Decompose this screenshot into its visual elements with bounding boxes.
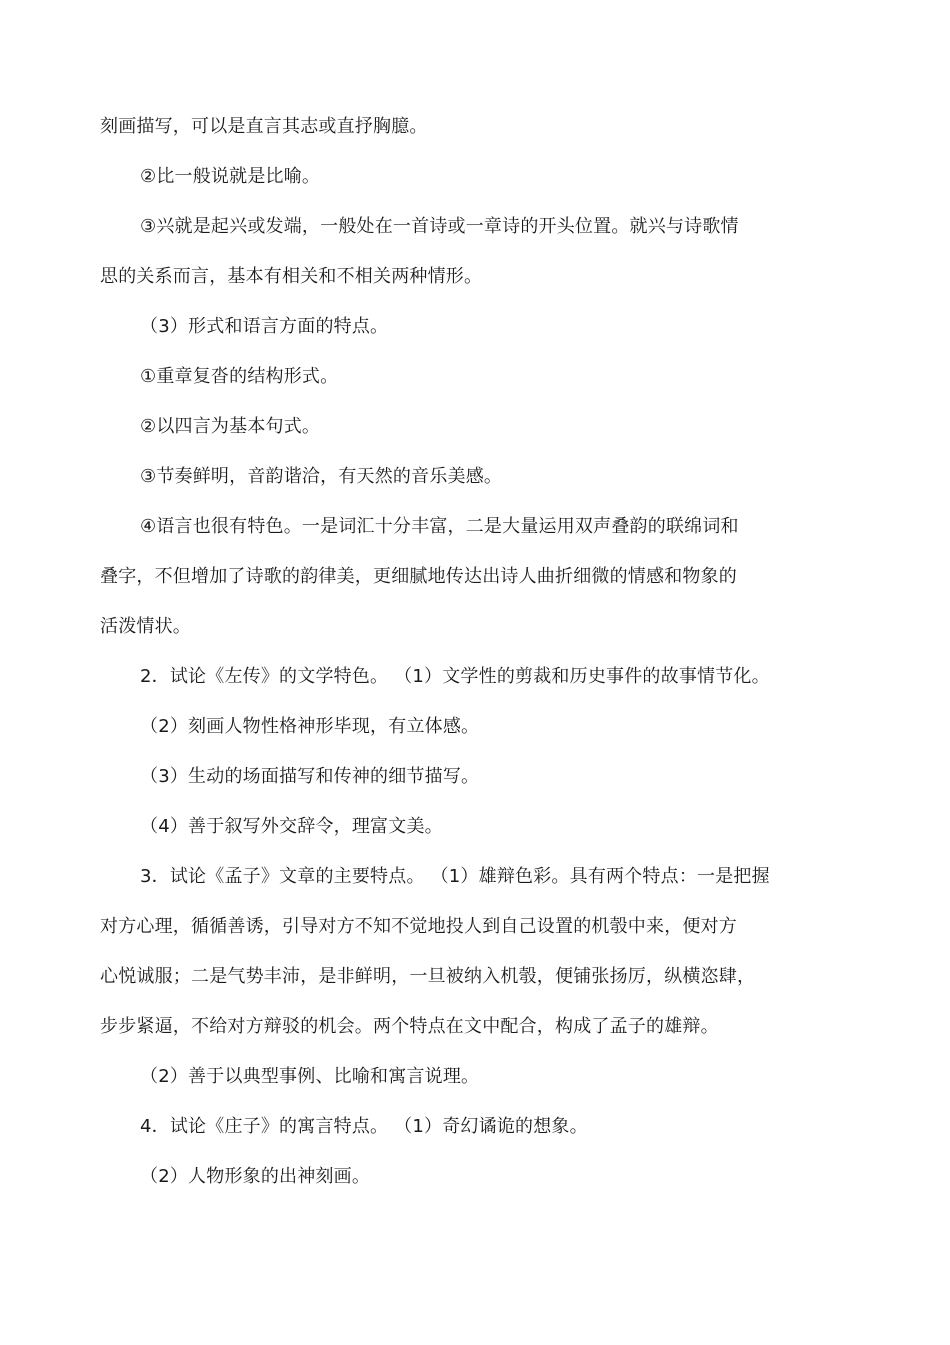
text-line-9: ④语言也很有特色。一是词汇十分丰富，二是大量运用双声叠韵的联绵词和 <box>140 516 739 537</box>
text-line-4: 思的关系而言，基本有相关和不相关两种情形。 <box>100 266 483 287</box>
text-line-16: 3．试论《孟子》文章的主要特点。 （1）雄辩色彩。具有两个特点：一是把握 <box>140 866 770 887</box>
text-line-14: （3）生动的场面描写和传神的细节描写。 <box>140 766 480 787</box>
text-line-2: ②比一般说就是比喻。 <box>140 166 321 187</box>
text-line-17: 对方心理，循循善诱，引导对方不知不觉地投人到自己设置的机彀中来，便对方 <box>100 916 737 937</box>
text-line-20: （2）善于以典型事例、比喻和寓言说理。 <box>140 1066 480 1087</box>
text-line-21: 4．试论《庄子》的寓言特点。 （1）奇幻谲诡的想象。 <box>140 1116 588 1137</box>
text-line-19: 步步紧逼，不给对方辩驳的机会。两个特点在文中配合，构成了孟子的雄辩。 <box>100 1016 719 1037</box>
text-line-22: （2）人物形象的出神刻画。 <box>140 1166 371 1187</box>
text-line-11: 活泼情状。 <box>100 616 191 637</box>
text-line-15: （4）善于叙写外交辞令，理富文美。 <box>140 816 443 837</box>
text-line-3: ③兴就是起兴或发端，一般处在一首诗或一章诗的开头位置。就兴与诗歌情 <box>140 216 739 237</box>
text-line-12: 2．试论《左传》的文学特色。 （1）文学性的剪裁和历史事件的故事情节化。 <box>140 666 770 687</box>
text-line-6: ①重章复沓的结构形式。 <box>140 366 339 387</box>
text-line-1: 刻画描写，可以是直言其志或直抒胸臆。 <box>100 116 428 137</box>
text-line-7: ②以四言为基本句式。 <box>140 416 321 437</box>
text-line-5: （3）形式和语言方面的特点。 <box>140 316 389 337</box>
text-line-18: 心悦诚服；二是气势丰沛，是非鲜明，一旦被纳入机彀，便铺张扬厉，纵横恣肆， <box>100 966 756 987</box>
text-line-8: ③节奏鲜明，音韵谐洽，有天然的音乐美感。 <box>140 466 503 487</box>
text-line-13: （2）刻画人物性格神形毕现，有立体感。 <box>140 716 480 737</box>
text-line-10: 叠字，不但增加了诗歌的韵律美，更细腻地传达出诗人曲折细微的情感和物象的 <box>100 566 737 587</box>
